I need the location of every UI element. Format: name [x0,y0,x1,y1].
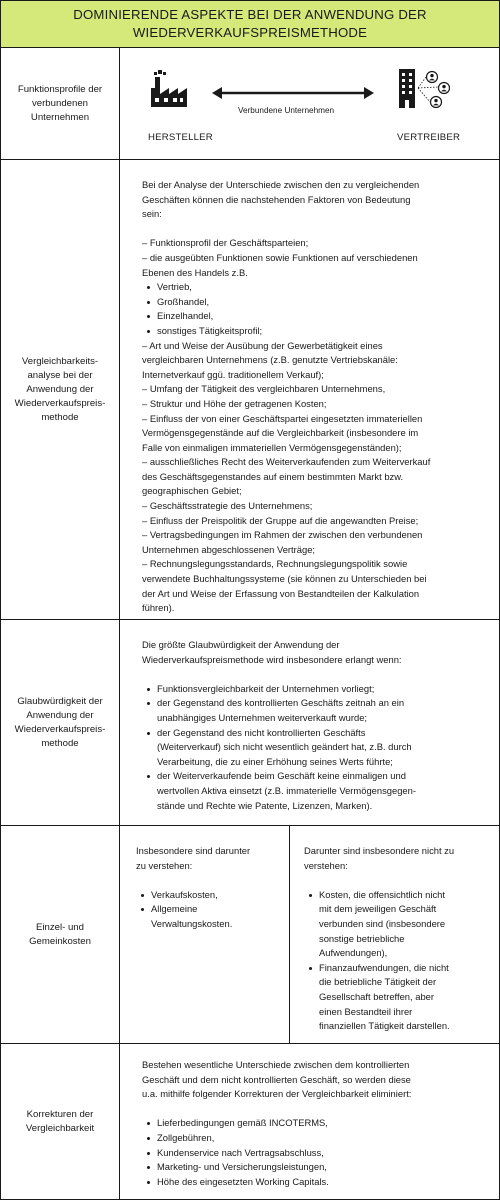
title-line-1: DOMINIERENDE ASPEKTE BEI DER ANWENDUNG DER [73,7,427,22]
factor-line: führen). [142,602,175,614]
label-line: methode [41,737,79,749]
bullet-item-continued: einen Bestandteil ihrer [319,1005,413,1017]
paragraph-line: verstehen: [304,859,348,871]
spacer [136,873,281,888]
factor-line: – ausschließliches Recht des Weiterverkaufenden zum Weiterverkauf [142,456,431,468]
row-funktionsprofile [0,48,500,160]
bullet-item-continued: Gesellschaft betreffen, aber [319,990,434,1002]
bullet-item-continued: Aufwendungen), [319,947,388,959]
row-einzel-gemeinkosten [0,826,500,1044]
label-line: Unternehmen [30,111,90,123]
label-line: Korrekturen der [26,1108,94,1120]
vertreiber-label: VERTREIBER [397,132,461,143]
paragraph-line: Geschäften können die nachstehenden Faktoren von Bedeutung [142,193,411,205]
bullet-item-continued: die betriebliche Tätigkeit der [319,976,437,988]
paragraph-line: Geschäft und dem nicht kontrollierten Geschäft, so werden diese [142,1073,411,1085]
bullet-item: Marketing- und Versicherungsleistungen, [142,1160,489,1175]
hersteller-label: HERSTELLER [148,132,213,143]
label-line: verbundenen [31,97,88,109]
bullet-item: Zollgebühren, [142,1131,489,1146]
factor-line: – Einfluss der Preispolitik der Gruppe auf die angewandten Preise; [142,514,419,526]
row-content [120,48,499,159]
row-label [1,160,120,619]
factor-line: – Geschäftsstrategie des Unternehmens; [142,500,313,512]
bullet-item: Vertrieb, [142,280,489,295]
bullet-item: Lieferbedingungen gemäß INCOTERMS, [142,1116,489,1131]
label-line: Anwendung der [26,709,94,721]
spacer [142,222,489,237]
double-arrow-icon [211,86,375,100]
bullet-item-continued: verbunden sind (insbesondere [319,917,446,929]
bullet-item-continued: Verarbeitung, die zu einer Erhöhung seines Werts führte; [157,755,393,767]
factor-line: Unternehmen abgeschlossenen Verträge; [142,543,316,555]
factor-line: Ebenen des Handels z.B. [142,266,248,278]
row-label [1,826,120,1043]
bullet-item: Einzelhandel, [142,309,489,324]
row-vergleichbarkeitsanalyse [0,160,500,620]
factor-line: Internetverkauf ggü. traditionellem Verkauf); [142,368,324,380]
spacer [142,1102,489,1117]
spacer [304,873,494,888]
label-line: Gemeinkosten [29,935,91,947]
factor-line: der Art und Weise der Erfassung von Bestandteilen der Kalkulation [142,587,420,599]
bullet-item: Großhandel, [142,295,489,310]
label-line: Vergleichbarkeits- [21,355,99,367]
factor-line: – Struktur und Höhe der getragenen Kosten; [142,397,327,409]
user-network-icon [418,70,454,110]
paragraph-line: sein: [142,208,162,220]
column-divider [289,826,290,1043]
factory-icon [149,68,189,108]
spacer [142,667,489,682]
paragraph-line: Die größte Glaubwürdigkeit der Anwendung der [142,639,340,650]
bullet-item: Kundenservice nach Vertragsabschluss, [142,1146,489,1161]
row-content [120,620,499,825]
row-label [1,1044,120,1199]
factor-line: – Rechnungslegungsstandards, Rechnungslegungspolitik sowie [142,558,408,570]
bullet-item: Höhe des eingesetzten Working Capitals. [142,1175,489,1190]
bullet-item-continued: (Weiterverkauf) sich nicht wesentlich geändert hat, z.B. durch [157,741,412,753]
bullet-item-continued: mit dem jeweiligen Geschäft [319,903,437,915]
label-line: methode [41,411,79,423]
bullet-item-continued: finanziellen Tätigkeit darstellen. [319,1020,450,1032]
row-content [120,826,499,1043]
row-label [1,620,120,825]
label-line: Anwendung der [26,383,94,395]
paragraph-line: Insbesondere sind darunter [136,845,251,856]
label-line: Wiederverkaufspreis- [14,723,106,735]
factor-line: geographischen Gebiet; [142,485,242,497]
row-content [120,160,499,619]
factor-line: des Geschäftsgegenstandes auf einem bestimmten Markt bzw. [142,470,404,482]
bullet-item: der Gegenstand des nicht kontrollierten Geschäfts [142,726,489,741]
paragraph-line: Bestehen wesentliche Unterschiede zwischen dem kontrollierten [142,1059,410,1070]
label-line: Einzel- und [35,921,84,933]
label-line: Funktionsprofile der [17,83,103,95]
bullet-item-continued: sonstige betriebliche [319,932,405,944]
bullet-item: der Weiterverkaufende beim Geschäft keine einmaligen und [142,769,489,784]
factor-line: verwendete Buchhaltungssysteme (sie können zu Unterschieden bei [142,573,427,585]
bullet-item-continued: unabhängiges Unternehmen weiterverkauft wurde; [157,711,368,723]
factor-line: – Einfluss der von einer Geschäftspartei eingesetzten immateriellen [142,412,423,424]
factor-line: Vermögensgegenstände auf die Vergleichbarkeit (insbesondere im [142,427,419,439]
factor-line: Falle von einmaligen immateriellen Vermögensgegenständen); [142,441,402,453]
factor-line: – Funktionsprofil der Geschäftsparteien; [142,237,309,249]
factor-line: vergleichbaren Unternehmens (z.B. genutzte Vertriebskanäle: [142,354,398,366]
factor-line: – Art und Weise der Ausübung der Gewerbetätigkeit eines [142,339,383,351]
label-line: Vergleichbarkeit [25,1122,95,1134]
bullet-item: der Gegenstand des kontrollierten Geschäfts zeitnah an ein [142,696,489,711]
factor-line: – die ausgeübten Funktionen sowie Funktionen auf verschiedenen [142,251,418,263]
title-line-2: WIEDERVERKAUFSPREISMETHODE [132,25,368,40]
factor-line: – Vertragsbedingungen im Rahmen der zwischen den verbundenen [142,529,423,541]
row-label [1,48,120,159]
paragraph-line: Bei der Analyse der Unterschiede zwischen den zu vergleichenden [142,179,420,190]
bullet-item: Finanzaufwendungen, die nicht [304,961,494,976]
bullet-item: sonstiges Tätigkeitsprofil; [142,324,489,339]
page-title [0,0,500,48]
bullet-item: Verkaufskosten, [136,888,281,903]
bullet-item: Funktionsvergleichbarkeit der Unternehmen vorliegt; [142,682,489,697]
office-building-icon [398,68,416,108]
bullet-item: Kosten, die offensichtlich nicht [304,888,494,903]
paragraph-line: Wiederverkaufspreismethode wird insbesondere erlangt wenn: [142,653,402,665]
label-line: analyse bei der [27,369,93,381]
bullet-item-continued: stände und Rechte wie Patente, Lizenzen, Marken). [157,799,373,811]
bullet-item-continued: Verwaltungskosten. [151,917,233,929]
factor-line: – Umfang der Tätigkeit des vergleichbaren Unternehmens, [142,383,386,395]
bullet-item: Allgemeine [136,902,281,917]
paragraph-line: u.a. mithilfe folgender Korrekturen der Vergleichbarkeit eliminiert: [142,1088,412,1100]
paragraph-line: Darunter sind insbesondere nicht zu [304,845,455,856]
row-korrekturen [0,1044,500,1200]
bullet-item-continued: wertvollen Aktiva einsetzt (z.B. immaterielle Vermögensgegen- [157,784,416,796]
row-content [120,1044,499,1199]
paragraph-line: zu verstehen: [136,859,193,871]
arrow-label: Verbundene Unternehmen [238,106,335,115]
label-line: Glaubwürdigkeit der [17,695,103,707]
label-line: Wiederverkaufspreis- [14,397,106,409]
row-glaubwuerdigkeit [0,620,500,826]
